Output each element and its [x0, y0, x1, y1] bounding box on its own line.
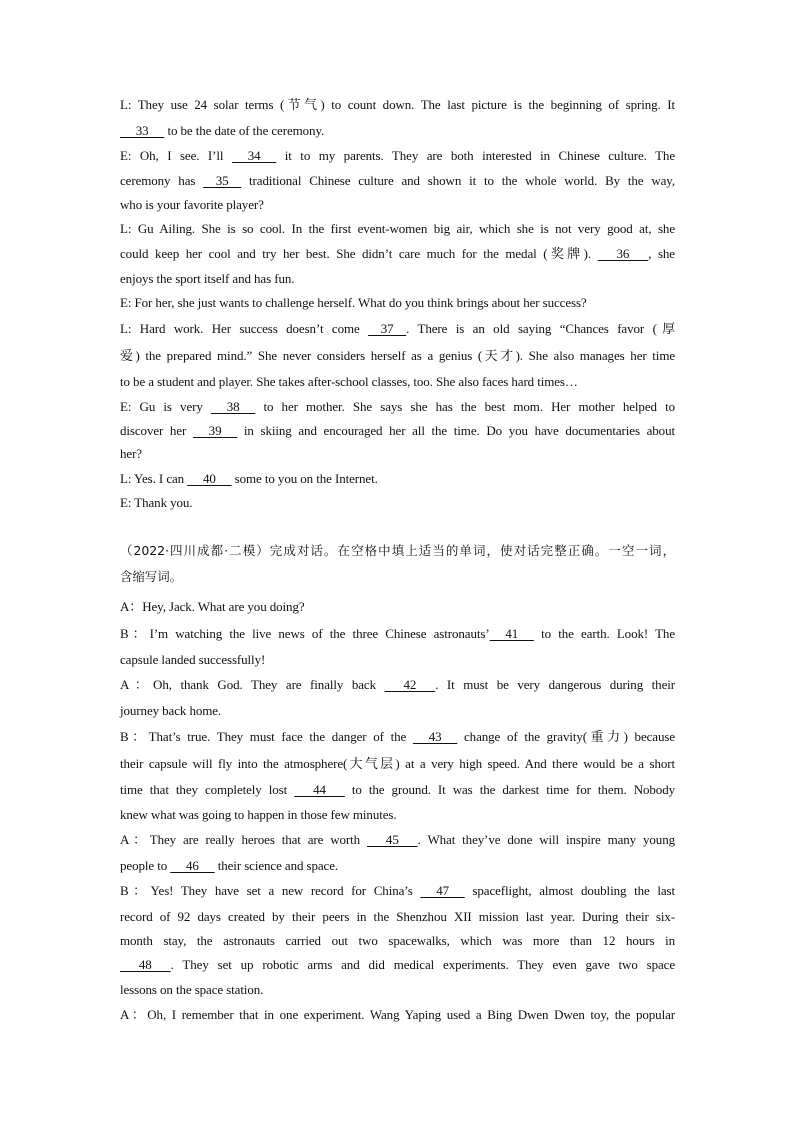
answer-blank[interactable]: 38 — [210, 399, 256, 414]
answer-blank[interactable]: 36 — [597, 246, 649, 261]
text-line — [120, 650, 675, 670]
line-text: enjoys the sport itself and has fun. — [120, 271, 295, 286]
text-line — [120, 195, 675, 215]
line-text: 含缩写词。 — [120, 569, 183, 584]
text-line — [120, 931, 675, 951]
text-line — [120, 146, 675, 166]
line-text: people to — [120, 858, 171, 873]
answer-blank[interactable]: 34 — [231, 148, 277, 163]
line-text: month stay, the astronauts carried out two spacewalks, which was more than 12 hours in — [120, 933, 675, 948]
line-text: B：Yes! They have set a new record for China’s — [120, 883, 421, 898]
text-line — [120, 421, 675, 441]
text-line — [120, 1005, 675, 1025]
line-text: in skiing and encouraged her all the time. Do you have documentaries about — [237, 423, 675, 438]
answer-blank[interactable]: 41 — [489, 626, 534, 641]
line-text: . They set up robotic arms and did medical experiments. They even gave two space — [170, 957, 675, 972]
line-text: A：They are really heroes that are worth — [120, 832, 368, 847]
text-line — [120, 121, 675, 141]
line-text: journey back home. — [120, 703, 222, 718]
text-line — [120, 469, 675, 489]
answer-blank[interactable]: 33 — [120, 123, 165, 138]
answer-blank[interactable]: 44 — [294, 782, 345, 797]
line-text: some to you on the Internet. — [231, 471, 378, 486]
answer-blank[interactable]: 48 — [120, 957, 171, 972]
line-text: B：I’m watching the live news of the three Chinese astronauts’ — [120, 626, 490, 641]
text-line — [120, 830, 675, 850]
line-text: their capsule will fly into the atmosphere(大气层) at a very high speed. And there would be a short — [120, 756, 675, 771]
answer-blank[interactable]: 43 — [412, 729, 458, 744]
line-text: to the ground. It was the darkest time for them. Nobody — [344, 782, 676, 797]
line-text: knew what was going to happen in those few minutes. — [120, 807, 397, 822]
line-text: time that they completely lost — [120, 782, 295, 797]
line-text: . What they’ve done will inspire many young — [417, 832, 675, 847]
line-text: their science and space. — [214, 858, 339, 873]
text-line — [120, 244, 675, 264]
answer-blank[interactable]: 40 — [187, 471, 232, 486]
answer-blank[interactable]: 46 — [170, 858, 215, 873]
line-text: A：Hey, Jack. What are you doing? — [120, 599, 305, 614]
line-text: to the earth. Look! The — [533, 626, 675, 641]
text-line — [120, 780, 675, 800]
line-text: L: Yes. I can — [120, 471, 188, 486]
answer-blank[interactable]: 45 — [367, 832, 418, 847]
line-text: capsule landed successfully! — [120, 652, 266, 667]
line-text: her? — [120, 446, 142, 461]
text-line — [120, 171, 675, 191]
line-text: E: Gu is very — [120, 399, 211, 414]
line-text: lessons on the space station. — [120, 982, 264, 997]
answer-blank[interactable]: 35 — [203, 173, 242, 188]
line-text: ceremony has — [120, 173, 204, 188]
answer-blank[interactable]: 37 — [368, 321, 407, 336]
line-text: E: Oh, I see. I’ll — [120, 148, 232, 163]
text-line — [120, 541, 675, 561]
text-line — [120, 319, 675, 339]
line-text: B：That’s true. They must face the danger of the — [120, 729, 413, 744]
line-text: to her mother. She says she has the best mom. Her mother helped to — [255, 399, 675, 414]
line-text: spaceflight, almost doubling the last — [464, 883, 675, 898]
line-text: （2022·四川成都·二模）完成对话。在空格中填上适当的单词，使对话完整正确。一空一词， — [120, 543, 675, 558]
text-line — [120, 219, 675, 239]
line-text: 爱) the prepared mind.” She never considers herself as a genius (天才). She also manages her time — [120, 348, 675, 363]
line-text: . There is an old saying “Chances favor (厚 — [406, 321, 675, 336]
text-line — [120, 805, 675, 825]
text-line — [120, 881, 675, 901]
line-text: it to my parents. They are both interested in Chinese culture. The — [276, 148, 675, 163]
line-text: E: Thank you. — [120, 495, 193, 510]
line-text: could keep her cool and try her best. She didn’t care much for the medal (奖牌). — [120, 246, 598, 261]
line-text: L: Gu Ailing. She is so cool. In the first event-women big air, which she is not very good at, she — [120, 221, 675, 236]
text-line — [120, 701, 675, 721]
line-text: . It must be very dangerous during their — [435, 677, 675, 692]
line-text: , she — [648, 246, 675, 261]
line-text: to be the date of the ceremony. — [164, 123, 325, 138]
text-line — [120, 907, 675, 927]
text-line — [120, 955, 675, 975]
line-text: A：Oh, thank God. They are finally back — [120, 677, 385, 692]
text-line — [120, 444, 675, 464]
line-text: who is your favorite player? — [120, 197, 264, 212]
answer-blank[interactable]: 47 — [420, 883, 465, 898]
line-text: to be a student and player. She takes after-school classes, too. She also faces hard times… — [120, 374, 578, 389]
line-text: record of 92 days created by their peers in the Shenzhou XII mission last year. During their six- — [120, 909, 675, 924]
text-line — [120, 597, 675, 617]
text-line — [120, 95, 675, 115]
answer-blank[interactable]: 42 — [384, 677, 436, 692]
text-line — [120, 372, 675, 392]
line-text: discover her — [120, 423, 193, 438]
text-line — [120, 675, 675, 695]
line-text: E: For her, she just wants to challenge herself. What do you think brings about her success? — [120, 295, 587, 310]
line-text: change of the gravity(重力) because — [457, 729, 675, 744]
line-text: L: Hard work. Her success doesn’t come — [120, 321, 369, 336]
text-line — [120, 980, 675, 1000]
text-line — [120, 856, 675, 876]
text-line — [120, 754, 675, 774]
line-text: L: They use 24 solar terms (节气) to count down. The last picture is the beginning of spring. It — [120, 97, 675, 112]
text-line — [120, 727, 675, 747]
text-line — [120, 493, 675, 513]
text-line — [120, 397, 675, 417]
text-line — [120, 567, 675, 587]
text-line — [120, 624, 675, 644]
answer-blank[interactable]: 39 — [192, 423, 238, 438]
line-text: A：Oh, I remember that in one experiment. Wang Yaping used a Bing Dwen Dwen toy, the popular — [120, 1007, 675, 1022]
text-line — [120, 293, 675, 313]
text-line — [120, 269, 675, 289]
text-line — [120, 346, 675, 366]
line-text: traditional Chinese culture and shown it to the whole world. By the way, — [241, 173, 675, 188]
